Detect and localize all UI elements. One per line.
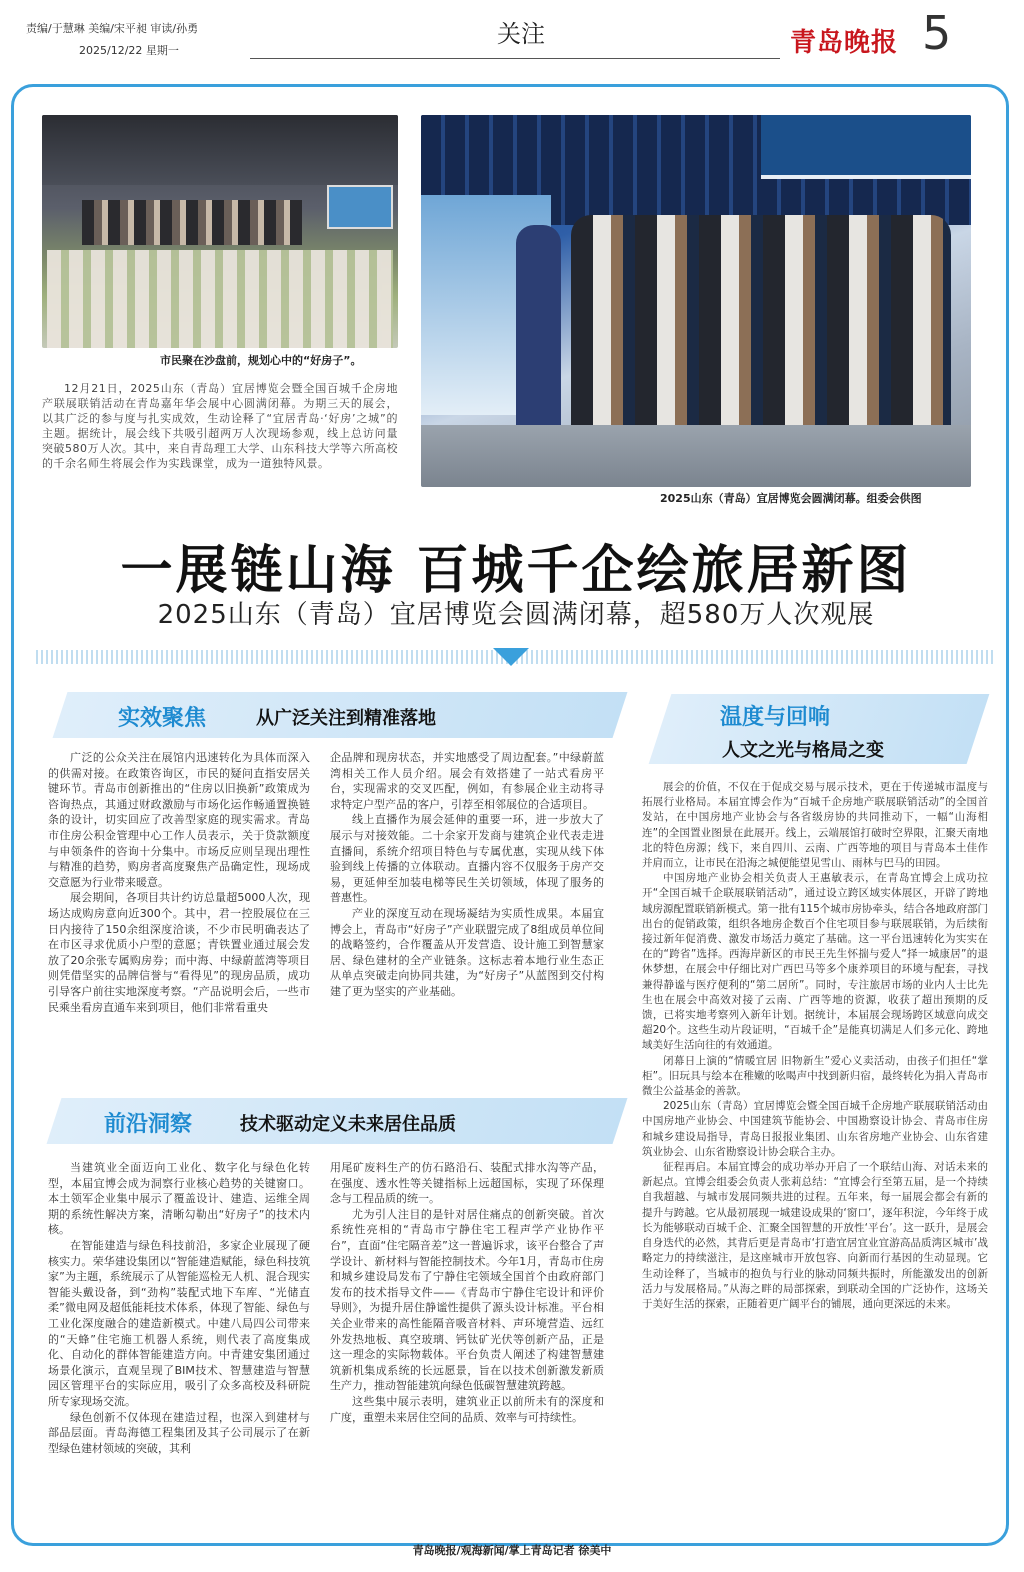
paragraph: 企品牌和现房状态，并实地感受了周边配套。”中绿蔚蓝湾相关工作人员介绍。展会有效搭建了一站式看房平台，实现需求的交叉匹配，例如，有参展企业主动将寻求特定户型产品的客户，引荐至相邻展位的合适项目。	[330, 751, 604, 811]
paragraph: 征程再启。本届宜博会的成功举办开启了一个联结山海、对话未来的新起点。宜博会组委会负责人张莉总结：“宜博会行至第五届，是一个持续自我超越、与城市发展同频共进的过程。五年来，每一届展会都会有新的提升与跨越。它从最初展现一城建设成果的‘窗口’，逐年积淀，今年终于成长为能够联动百城千企、汇聚全国智慧的开放性‘平台’。这一跃升，是展会自身迭代的必然，其背后更是青岛市‘打造宜居宜业宜游高品质湾区城市’战略定力的持续滋注，是这座城市开放包容、向新而行基因的生动显现。它生动诠释了，当城市的抱负与行业的脉动同频共振时，所能激发出的创新活力与发展格局。”从海之畔的局部探索，到联动全国的广泛协作，这场关于美好生活的探索，正随着更广阔平台的铺展，通向更深远的未来。	[642, 1161, 988, 1310]
page-number: 5	[922, 6, 952, 60]
photo-backdrop	[42, 115, 398, 185]
paragraph: 尤为引人注目的是针对居住痛点的创新突破。首次系统性亮相的“青岛市宁静住宅工程声学产业协作平台”，直面“住宅隔音差”这一普遍诉求，该平台整合了声学设计、新材料与智能控制技术。今年1月，青岛市住房和城乡建设局发布了宁静住宅领域全国首个由政府部门发布的技术指导文件——《青岛市宁静住宅设计和评价导则》，为提升居住静谧性提供了源头设计标准。平台相关企业带来的高性能隔音吸音材料、声环境营造、远红外发热地板、真空玻璃、钙钛矿光伏等创新产品，正是这一理念的实际物载体。平台负责人阐述了构建智慧建筑新机集成系统的长远愿景，旨在以技术创新激发新质生产力，推动智能建筑向绿色低碳智慧建筑跨越。	[330, 1207, 604, 1393]
newspaper-logo: 青岛晚报	[790, 28, 899, 58]
paragraph: 展会期间，各项目共计约访总量超5000人次，现场达成购房意向近300个。其中，君一控股展位在三日内接待了150余组深度洽谈，不少市民明确表达了在市区寻求优质小户型的意愿；青铁置业通过展会发放了20余张专属购房券；而中海、中绿蔚蓝湾等项目则凭借坚实的品牌信誉与“看得见”的现房品质，成功引导客户前往实地深度考察。“产品说明会后，一些市民乘坐看房直通车来到项目，他们非常看重央	[48, 891, 310, 1014]
section1-title: 实效聚焦	[118, 706, 207, 731]
sandtable-photo	[42, 115, 398, 348]
booth-sign	[761, 115, 971, 179]
paragraph: 2025山东（青岛）宜居博览会暨全国百城千企房地产联展联销活动由中国房地产业协会、中国建筑节能协会、中国勘察设计协会、青岛市住房和城乡建设局指导，青岛日报报业集团、山东省房地产业协会、山东省建筑业协会、山东省勘察设计协会联合主办。	[642, 1100, 988, 1158]
photo1-caption: 市民聚在沙盘前，规划心中的“好房子”。	[160, 354, 362, 367]
sandtable-model	[47, 250, 393, 348]
photo2-caption: 2025山东（青岛）宜居博览会圆满闭幕。组委会供图	[660, 492, 922, 505]
section-name: 关注	[497, 20, 545, 48]
paragraph: 广泛的公众关注在展馆内迅速转化为具体而深入的供需对接。在政策咨询区，市民的疑问直指安居关键环节。青岛市创新推出的“住房以旧换新”政策成为咨询热点，其通过财政激励与市场化运作畅通置换链条的设计，切实回应了改善型家庭的现实需求。青岛市住房公积金管理中心工作人员表示，关于贷款额度与申领条件的咨询十分集中。市场反应则呈现出理性与精准的趋势，购房者高度聚焦产品确定性，现场成交意愿为行业带来暖意。	[48, 751, 310, 889]
paragraph: 产业的深度互动在现场凝结为实质性成果。本届宜博会上，青岛市“好房子”产业联盟完成了8组成员单位间的战略签约，合作覆盖从开发营造、设计施工到智慧家居、绿色建材的全产业链条。这标志着本地行业生态正从单点突破走向协同共建，为“好房子”从蓝图到交付构建了更为坚实的产业基础。	[330, 906, 604, 998]
main-headline: 一展链山海 百城千企绘旅居新图	[120, 541, 912, 601]
paragraph: 当建筑业全面迈向工业化、数字化与绿色化转型，本届宜博会成为洞察行业核心趋势的关键窗口。本土领军企业集中展示了覆盖设计、建造、运维全周期的系统性解决方案，清晰勾勒出“好房子”的技术内核。	[48, 1161, 310, 1237]
paragraph: 展会的价值，不仅在于促成交易与展示技术，更在于传递城市温度与拓展行业格局。本届宜博会作为“百城千企房地产联展联销活动”的全国首发站，在中国房地产业协会与各省级房协的共同推动下，一幅“山海相连”的全国置业图景在此展开。线上，云端展馆打破时空界限，汇聚天南地北的特色房源；线下，来自四川、云南、广西等地的项目与青岛本土佳作并肩而立，让市民在沿海之城便能望见雪山、雨林与巴马的田园。	[642, 781, 988, 870]
guide-figure	[516, 225, 561, 455]
section2-subtitle: 技术驱动定义未来居住品质	[240, 1114, 456, 1135]
section3-subtitle: 人文之光与格局之变	[722, 740, 884, 761]
paragraph: 中国房地产业协会相关负责人王惠敏表示，在青岛宜博会上成功拉开“全国百城千企联展联销活动”，通过设立跨区域实体展区，开辟了跨地域房源配置联销新模式。第一批有115个城市房协牵头，结合各地政府部门出台的促销政策，组织各地房企数百个住宅项目参与联展联销，为后续衔接过新年促消费、激发市场活力奠定了基础。这一平台迅速转化为实实在在的“跨省”选择。西海岸新区的市民王先生怀揣与爱人“择一城康居”的退休梦想，在展会中仔细比对广西巴马等多个康养项目的环境与配套，寻找兼得静谧与医疗便利的“第二居所”。同时，专注旅居市场的业内人士比先生也在展会中高效对接了云南、广西等地的资源，收获了超出预期的反馈，已将实地考察列入新年计划。据统计，本届展会现场跨区域意向成交超20个。这些生动片段证明，“百城千企”是能真切满足人们多元化、跨地域美好生活向往的有效通道。	[642, 872, 988, 1052]
section3-title: 温度与回响	[720, 705, 831, 730]
divider-arrow-icon	[493, 648, 529, 666]
paragraph: 在智能建造与绿色科技前沿，多家企业展现了硬核实力。荣华建设集团以“智能建造赋能，绿色科技筑家”为主题，系统展示了从智能巡检无人机、混合现实智能头戴设备，到“劲构”装配式地下车库、“光储直柔”微电网及超低能耗技术体系，体现了智能、绿色与工业化深度融合的建造新模式。中建八局四公司带来的“天蜂”住宅施工机器人系统，则代表了高度集成化、自动化的群体智能建造方向。中青建安集团通过场景化演示，直观呈现了BIM技术、智慧建造与智慧园区管理平台的实际应用，吸引了众多高校及科研院所专家现场交流。	[48, 1238, 310, 1408]
paragraph: 闭幕日上演的“情暖宜居 旧物新生”爱心义卖活动，由孩子们担任“掌柜”。旧玩具与绘本在稚嫩的吆喝声中找到新归宿，最终转化为捐入青岛市微尘公益基金的善款。	[642, 1054, 988, 1098]
reporter-credit: 青岛晚报/观海新闻/掌上青岛记者 徐美中	[412, 1544, 612, 1557]
exhibition-photo	[421, 115, 971, 487]
display-screen-icon	[327, 185, 393, 229]
section1-subtitle: 从广泛关注到精准落地	[256, 708, 436, 729]
header-rule	[250, 58, 780, 59]
sub-headline: 2025山东（青岛）宜居博览会圆满闭幕，超580万人次观展	[157, 600, 875, 630]
paragraph: 这些集中展示表明，建筑业正以前所未有的深度和广度，重塑未来居住空间的品质、效率与可持续性。	[330, 1394, 604, 1424]
section2-title: 前沿洞察	[104, 1112, 193, 1137]
intro-paragraph: 12月21日，2025山东（青岛）宜居博览会暨全国百城千企房地产联展联销活动在青岛嘉年华会展中心圆满闭幕。为期三天的展会，以其广泛的参与度与扎实成效，生动诠释了“宜居青岛·‘好房’之城”的主题。据统计，展会线下共吸引超两万人次现场参观，线上总访问量突破580万人次。其中，来自青岛理工大学、山东科技大学等六所高校的千余名师生将展会作为实践课堂，成为一道独特风景。	[42, 382, 398, 470]
paragraph: 用尾矿废料生产的仿石路沿石、装配式排水沟等产品，在强度、透水性等关键指标上远超国标，实现了环保理念与工程品质的统一。	[330, 1161, 604, 1206]
paragraph: 线上直播作为展会延伸的重要一环，进一步放大了展示与对接效能。二十余家开发商与建筑企业代表走进直播间，系统介绍项目特色与专属优惠，实现从线下体验到线上传播的立体联动。直播内容不仅服务于房产交易，更延伸至加装电梯等民生关切领域，体现了服务的普惠性。	[330, 813, 604, 905]
section2-column2	[330, 1160, 604, 1425]
section3-column	[642, 780, 988, 1312]
floor-shape	[421, 425, 971, 487]
paragraph: 绿色创新不仅体现在建造过程，也深入到建材与部品层面。青岛海德工程集团及其子公司展示了在新型绿色建材领域的突破，其利	[48, 1410, 310, 1455]
section1-column1	[48, 750, 310, 1015]
section2-column1	[48, 1160, 310, 1456]
visitors-group	[571, 215, 951, 425]
section1-column2	[330, 750, 604, 1000]
editor-credits: 责编/于慧琳 美编/宋平昶 审读/孙勇	[26, 22, 199, 35]
page-header	[0, 0, 1024, 70]
crowd-shape	[82, 200, 302, 245]
issue-date: 2025/12/22 星期一	[79, 44, 179, 57]
